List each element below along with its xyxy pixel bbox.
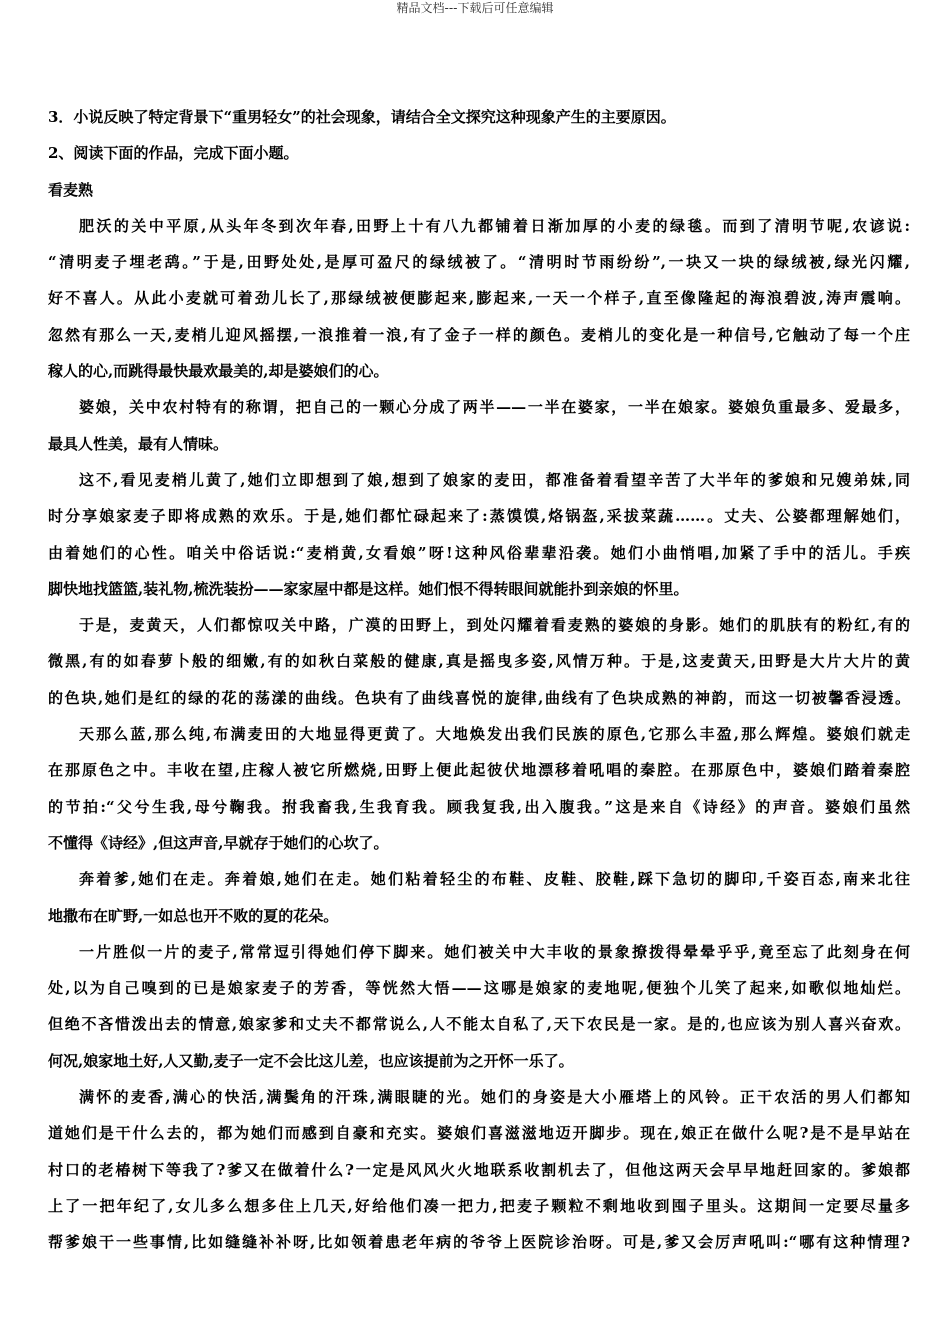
paragraph-line: 帮爹娘干一些事情,比如缝缝补补呀,比如领着患老年病的爷爷上医院诊治呀。可是,爹又会厉声吼叫:“哪有这种情理?: [48, 1233, 910, 1252]
question-3: 3．小说反映了特定背景下“重男轻女”的社会现象，请结合全文探究这种现象产生的主要原因。: [48, 108, 676, 126]
paragraph-line: 上了一把年纪了,女儿多么想多住上几天,好给他们凑一把力,把麦子颗粒不剩地收到囤子里头。这期间一定要尽量多: [48, 1196, 910, 1215]
paragraph-line: 这不,看见麦梢儿黄了,她们立即想到了娘,想到了娘家的麦田，都准备着看望辛苦了大半年的爹娘和兄嫂弟妹,同: [79, 470, 910, 489]
paragraph-line: 肥沃的关中平原,从头年冬到次年春,田野上十有八九都铺着日渐加厚的小麦的绿毯。而到了清明节呢,农谚说:: [79, 216, 910, 235]
paragraph-line: 最具人性美，最有人情味。: [48, 434, 229, 453]
paragraph-line: 时分享娘家麦子即将成熟的欢乐。于是,她们都忙碌起来了:蒸馍馍,烙锅盔,采拔菜蔬……。丈夫、公婆都理解她们，: [48, 507, 910, 526]
paragraph-line: 脚快地找篮篮,装礼物,梳洗装扮——家家屋中都是这样。她们恨不得转眼间就能扑到亲娘的怀里。: [48, 579, 689, 598]
paragraph-line: 稼人的心,而跳得最快最欢最美的,却是婆娘们的心。: [48, 362, 389, 381]
paragraph-line: 在那原色之中。丰收在望,庄稼人被它所燃烧,田野上便此起彼伏地漂移着吼唱的秦腔。在那原色中，婆娘们踏着秦腔: [48, 761, 910, 780]
paragraph-line: 由着她们的心性。咱关中俗话说:“麦梢黄,女看娘”呀!这种风俗辈辈沿袭。她们小曲悄唱,加紧了手中的活儿。手疾: [48, 543, 910, 562]
document-body: [48, 99, 910, 1261]
paragraph-line: 满怀的麦香,满心的快活,满鬓角的汗珠,满眼睫的光。她们的身姿是大小雁塔上的风铃。正干农活的男人们都知: [79, 1088, 910, 1107]
paragraph-line: 的节拍:“父兮生我,母兮鞠我。拊我畜我,生我育我。顾我复我,出入腹我。”这是来自《诗经》的声音。婆娘们虽然: [48, 797, 910, 816]
paragraph-line: 道她们是干什么去的，都为她们而感到自豪和充实。婆娘们喜滋滋地迈开脚步。现在,娘正在做什么呢?是不是早站在: [48, 1124, 910, 1143]
paragraph-line: 奔着爹,她们在走。奔着娘,她们在走。她们粘着轻尘的布鞋、皮鞋、胶鞋,踩下急切的脚印,千姿百态,南来北往: [79, 870, 910, 889]
paragraph-line: 好不喜人。从此小麦就可着劲儿长了,那绿绒被便膨起来,膨起来,一天一个样子,直至像隆起的海浪碧波,涛声震响。: [48, 289, 910, 308]
paragraph-line: 天那么蓝,那么纯,布满麦田的大地显得更黄了。大地焕发出我们民族的原色,它那么丰盈,那么辉煌。婆娘们就走: [79, 725, 910, 744]
paragraph-line: 的色块,她们是红的绿的花的荡漾的曲线。色块有了曲线喜悦的旋律,曲线有了色块成熟的神韵，而这一切被馨香浸透。: [48, 688, 910, 707]
paragraph-line: 但绝不吝惜泼出去的情意,娘家爹和丈夫不都常说么,人不能太自私了,天下农民是一家。是的,也应该为别人喜兴奋欢。: [48, 1015, 910, 1034]
paragraph-line: 忽然有那么一天,麦梢儿迎风摇摆,一浪推着一浪,有了金子一样的颜色。麦梢儿的变化是一种信号,它触动了每一个庄: [48, 325, 910, 344]
paragraph-line: 处,以为自己嗅到的已是娘家麦子的芳香，等恍然大悟——这哪是娘家的麦地呢,便独个儿笑了起来,如歌似地灿烂。: [48, 979, 910, 998]
paragraph-line: 一片胜似一片的麦子,常常逗引得她们停下脚来。她们被关中大丰收的景象撩拨得晕晕乎乎,竟至忘了此刻身在何: [79, 942, 910, 961]
question-2-intro: 2、阅读下面的作品，完成下面小题。: [48, 144, 299, 163]
page-header: 精品文档---下载后可任意编辑: [396, 1, 554, 15]
paragraph-line: 村口的老椿树下等我了?爹又在做着什么?一定是风风火火地联系收割机去了，但他这两天会早早地赶回家的。爹娘都: [48, 1160, 910, 1179]
paragraph-line: “清明麦子埋老鸹。”于是,田野处处,是厚可盈尺的绿绒被了。“清明时节雨纷纷”,一块又一块的绿绒被,绿光闪耀,: [48, 253, 910, 272]
paragraph-line: 不懂得《诗经》,但这声音,早就存于她们的心坎了。: [48, 833, 389, 852]
paragraph-line: 何况,娘家地土好,人又勤,麦子一定不会比这儿差，也应该提前为之开怀一乐了。: [48, 1051, 574, 1070]
paragraph-line: 微黑,有的如春萝卜般的细嫩,有的如秋白菜般的健康,真是摇曳多姿,风情万种。于是,这麦黄天,田野是大片大片的黄: [48, 652, 910, 671]
article-title: 看麦熟: [48, 180, 94, 199]
paragraph-line: 地撒布在旷野,一如总也开不败的夏的花朵。: [48, 906, 339, 925]
paragraph-line: 于是，麦黄天，人们都惊叹关中路，广漠的田野上，到处闪耀着看麦熟的婆娘的身影。她们的肌肤有的粉红,有的: [79, 616, 910, 635]
paragraph-line: 婆娘，关中农村特有的称谓，把自己的一颗心分成了两半——一半在婆家，一半在娘家。婆娘负重最多、爱最多，: [79, 398, 910, 417]
